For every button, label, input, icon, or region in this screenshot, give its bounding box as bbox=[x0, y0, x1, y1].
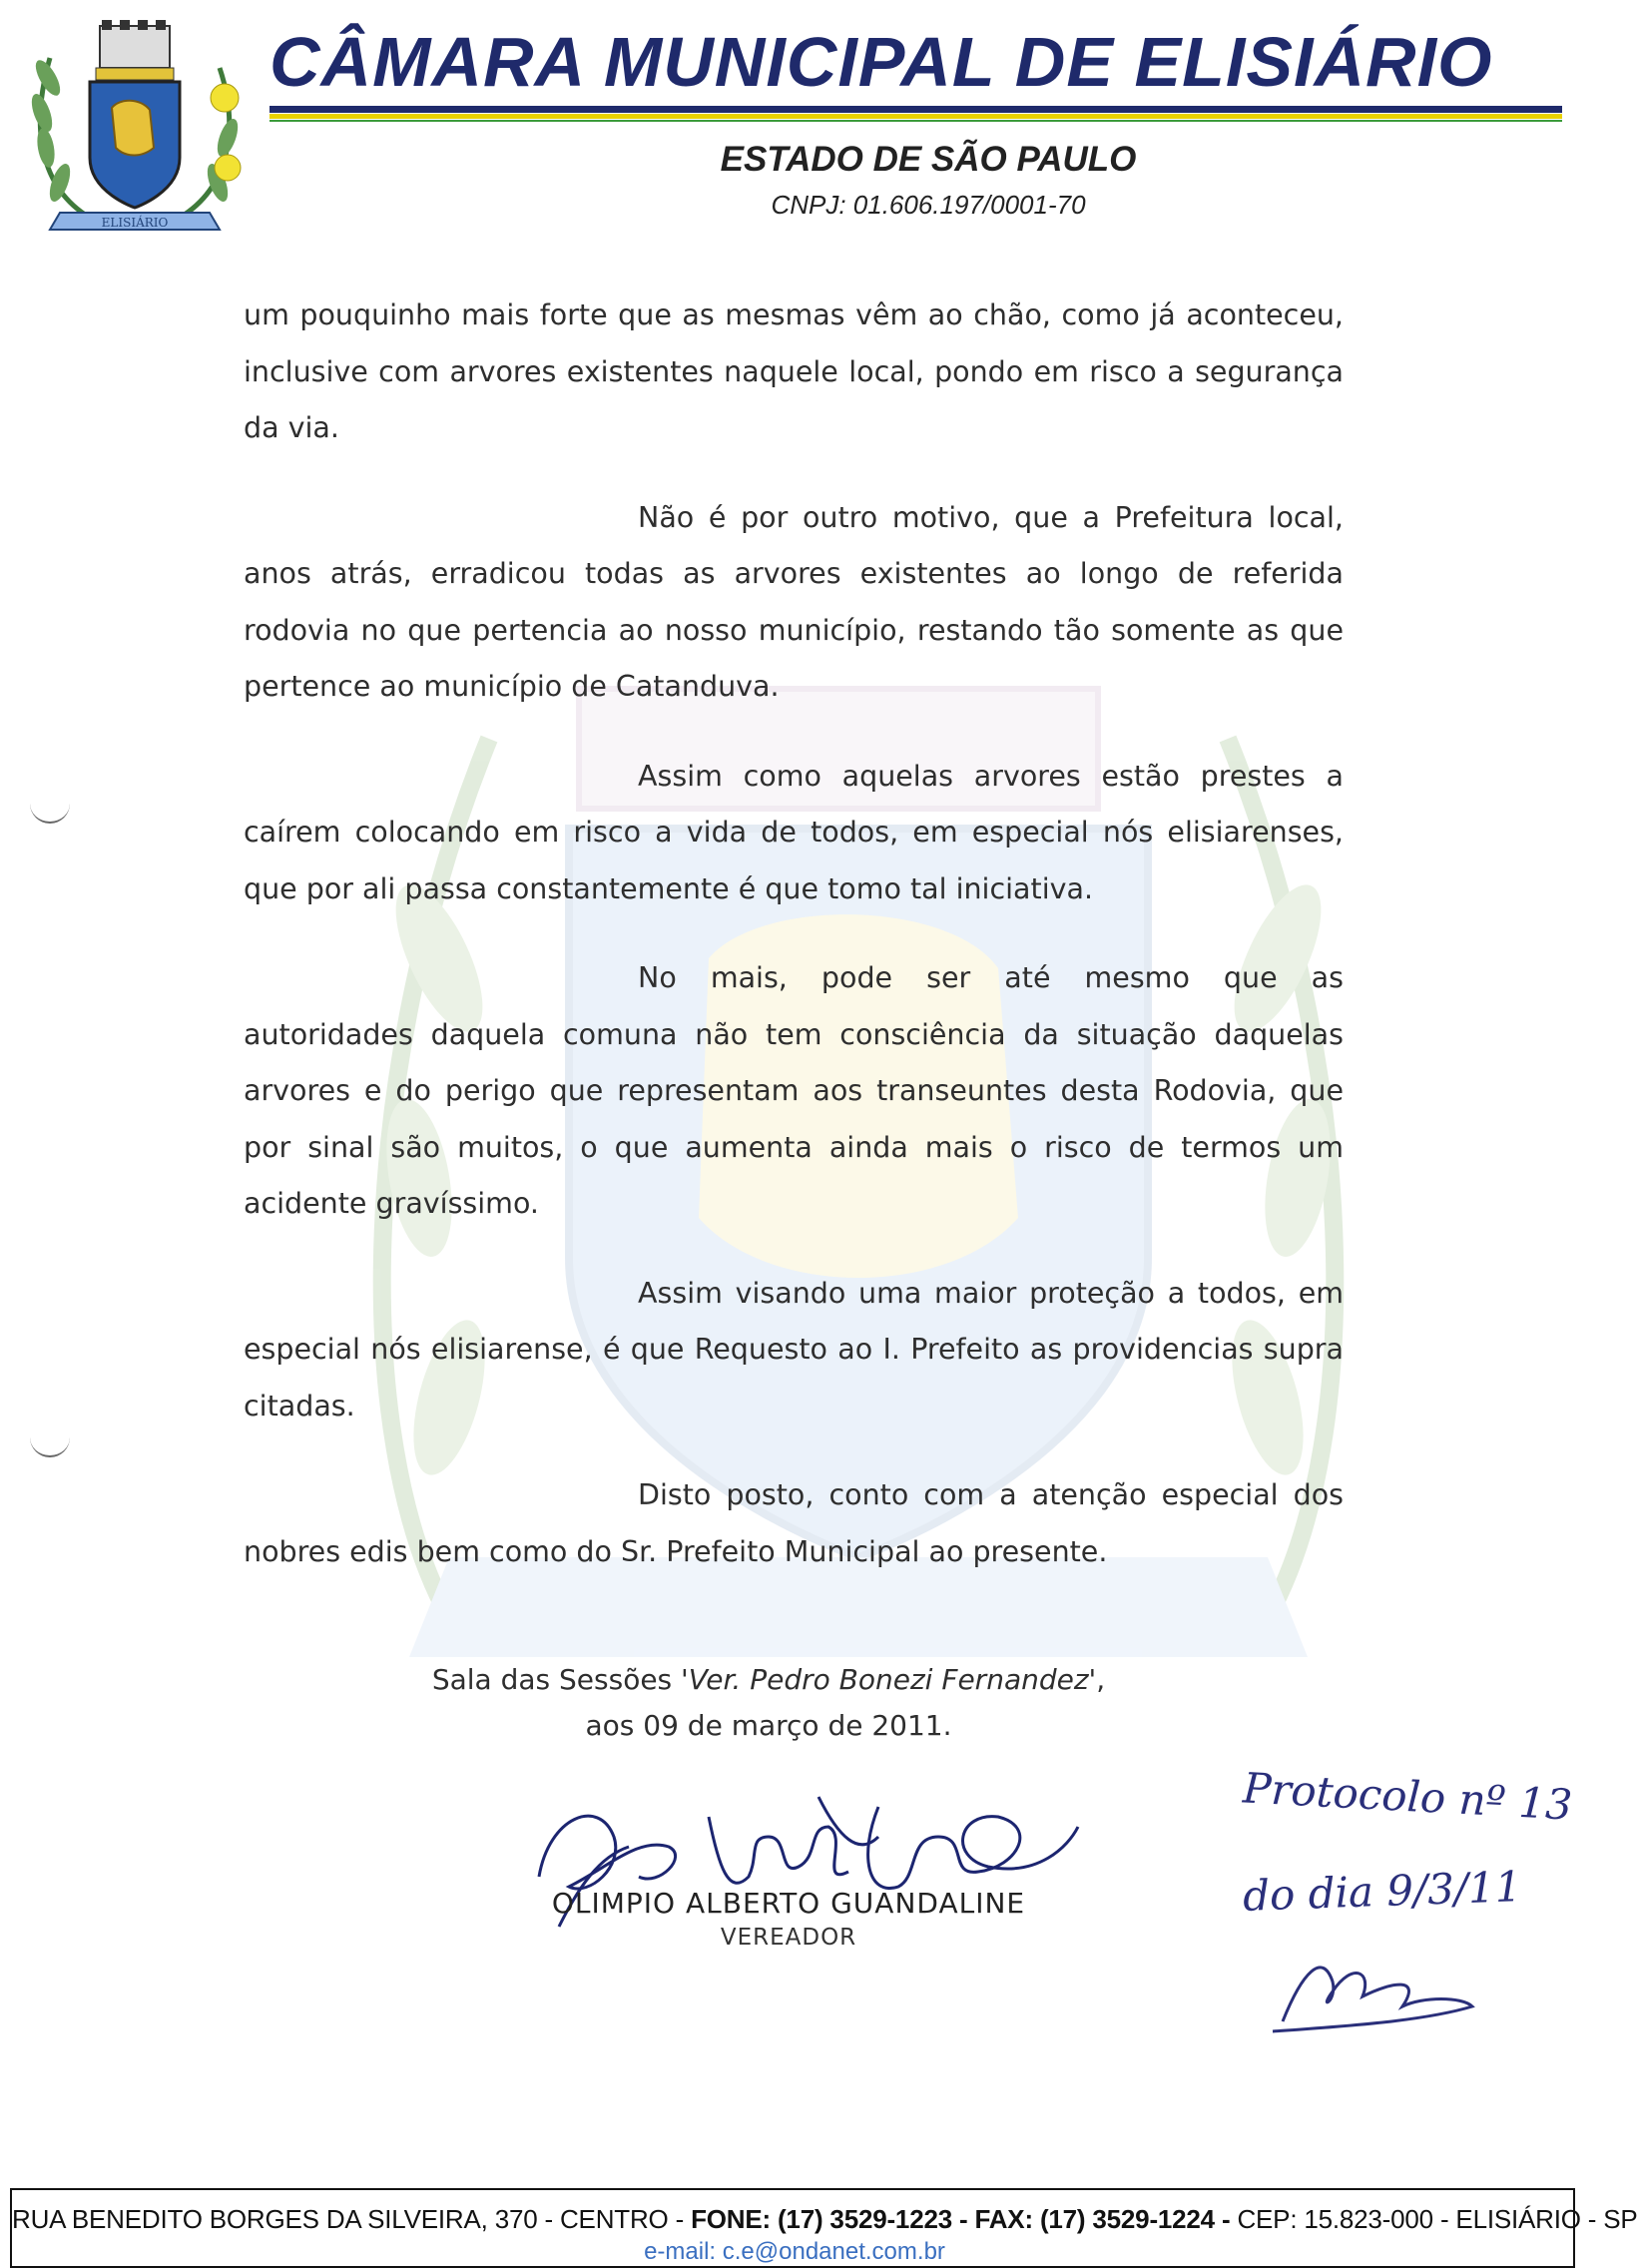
footer-cep: CEP: 15.823-000 - ELISIÁRIO - SP bbox=[1237, 2204, 1638, 2234]
municipal-crest-logo bbox=[20, 18, 250, 238]
paragraph-2: Não é por outro motivo, que a Prefeitura local, anos atrás, erradicou todas as arvores existentes ao longo de referida rodovia no que pertencia ao nosso município, restando tão somente as que pertence ao município de Catanduva. bbox=[244, 500, 1344, 703]
protocol-number: Protocolo nº 13 bbox=[1241, 1763, 1574, 1830]
paragraph-1: um pouquinho mais forte que as mesmas vêm ao chão, como já aconteceu, inclusive com arvores existentes naquele local, pondo em risco a segurança da via. bbox=[244, 298, 1344, 444]
letter-body bbox=[244, 287, 1344, 1613]
footer-phone-label: FONE: bbox=[691, 2204, 771, 2234]
paragraph-6: Disto posto, conto com a atenção especial dos nobres edis bem como do Sr. Prefeito Municipal ao presente. bbox=[244, 1478, 1344, 1568]
protocol-date: do dia 9/3/11 bbox=[1242, 1862, 1523, 1921]
protocol-initials-scribble bbox=[1223, 1752, 1562, 2051]
paragraph-3: Assim como aquelas arvores estão prestes a caírem colocando em risco a vida de todos, em especial nós elisiarenses, que por ali passa constantemente é que tomo tal iniciativa. bbox=[244, 759, 1344, 905]
header-rule-yellow bbox=[270, 114, 1562, 119]
session-room-name: Ver. Pedro Bonezi Fernandez bbox=[688, 1663, 1089, 1696]
paragraph-4: No mais, pode ser até mesmo que as autoridades daquela comuna não tem consciência da situação daquelas arvores e do perigo que representam aos transeuntes desta Rodovia, que por sinal são muitos, o que aumenta ainda mais o risco de termos um acidente gravíssimo. bbox=[244, 961, 1344, 1220]
session-date: aos 09 de março de 2011. bbox=[585, 1709, 952, 1742]
protocol-annotation bbox=[1223, 1752, 1574, 2051]
session-line: Sala das Sessões 'Ver. Pedro Bonezi Fernandez', bbox=[431, 1663, 1106, 1696]
institution-title: CÂMARA MUNICIPAL DE ELISIÁRIO bbox=[270, 23, 1493, 101]
footer-email[interactable]: e-mail: c.e@ondanet.com.br bbox=[644, 2238, 945, 2265]
footer-address-line bbox=[12, 2204, 1638, 2235]
state-name: ESTADO DE SÃO PAULO bbox=[720, 140, 1137, 179]
session-location bbox=[379, 1657, 1158, 1749]
footer-fax: (17) 3529-1224 - bbox=[1032, 2204, 1238, 2234]
punch-hole-bottom bbox=[30, 1437, 70, 1457]
header-rule-green bbox=[270, 120, 1562, 122]
footer-contact-box bbox=[10, 2188, 1638, 2268]
footer-fax-label: FAX: bbox=[974, 2204, 1033, 2234]
crest-ribbon-text: ELISIÁRIO bbox=[101, 216, 169, 230]
paragraph-5: Assim visando uma maior proteção a todos, em especial nós elisiarense, é que Requesto ao I. Prefeito as providencias supra citadas. bbox=[244, 1276, 1344, 1422]
signer-role: VEREADOR bbox=[720, 1925, 857, 1951]
cnpj-number: CNPJ: 01.606.197/0001-70 bbox=[771, 190, 1086, 220]
header-rule-blue bbox=[270, 106, 1562, 113]
footer-phone: (17) 3529-1223 - bbox=[770, 2204, 975, 2234]
footer-address: RUA BENEDITO BORGES DA SILVEIRA, 370 - CENTRO - bbox=[12, 2204, 692, 2234]
punch-hole-top bbox=[30, 804, 70, 824]
signer-name: OLIMPIO ALBERTO GUANDALINE bbox=[551, 1887, 1026, 1920]
